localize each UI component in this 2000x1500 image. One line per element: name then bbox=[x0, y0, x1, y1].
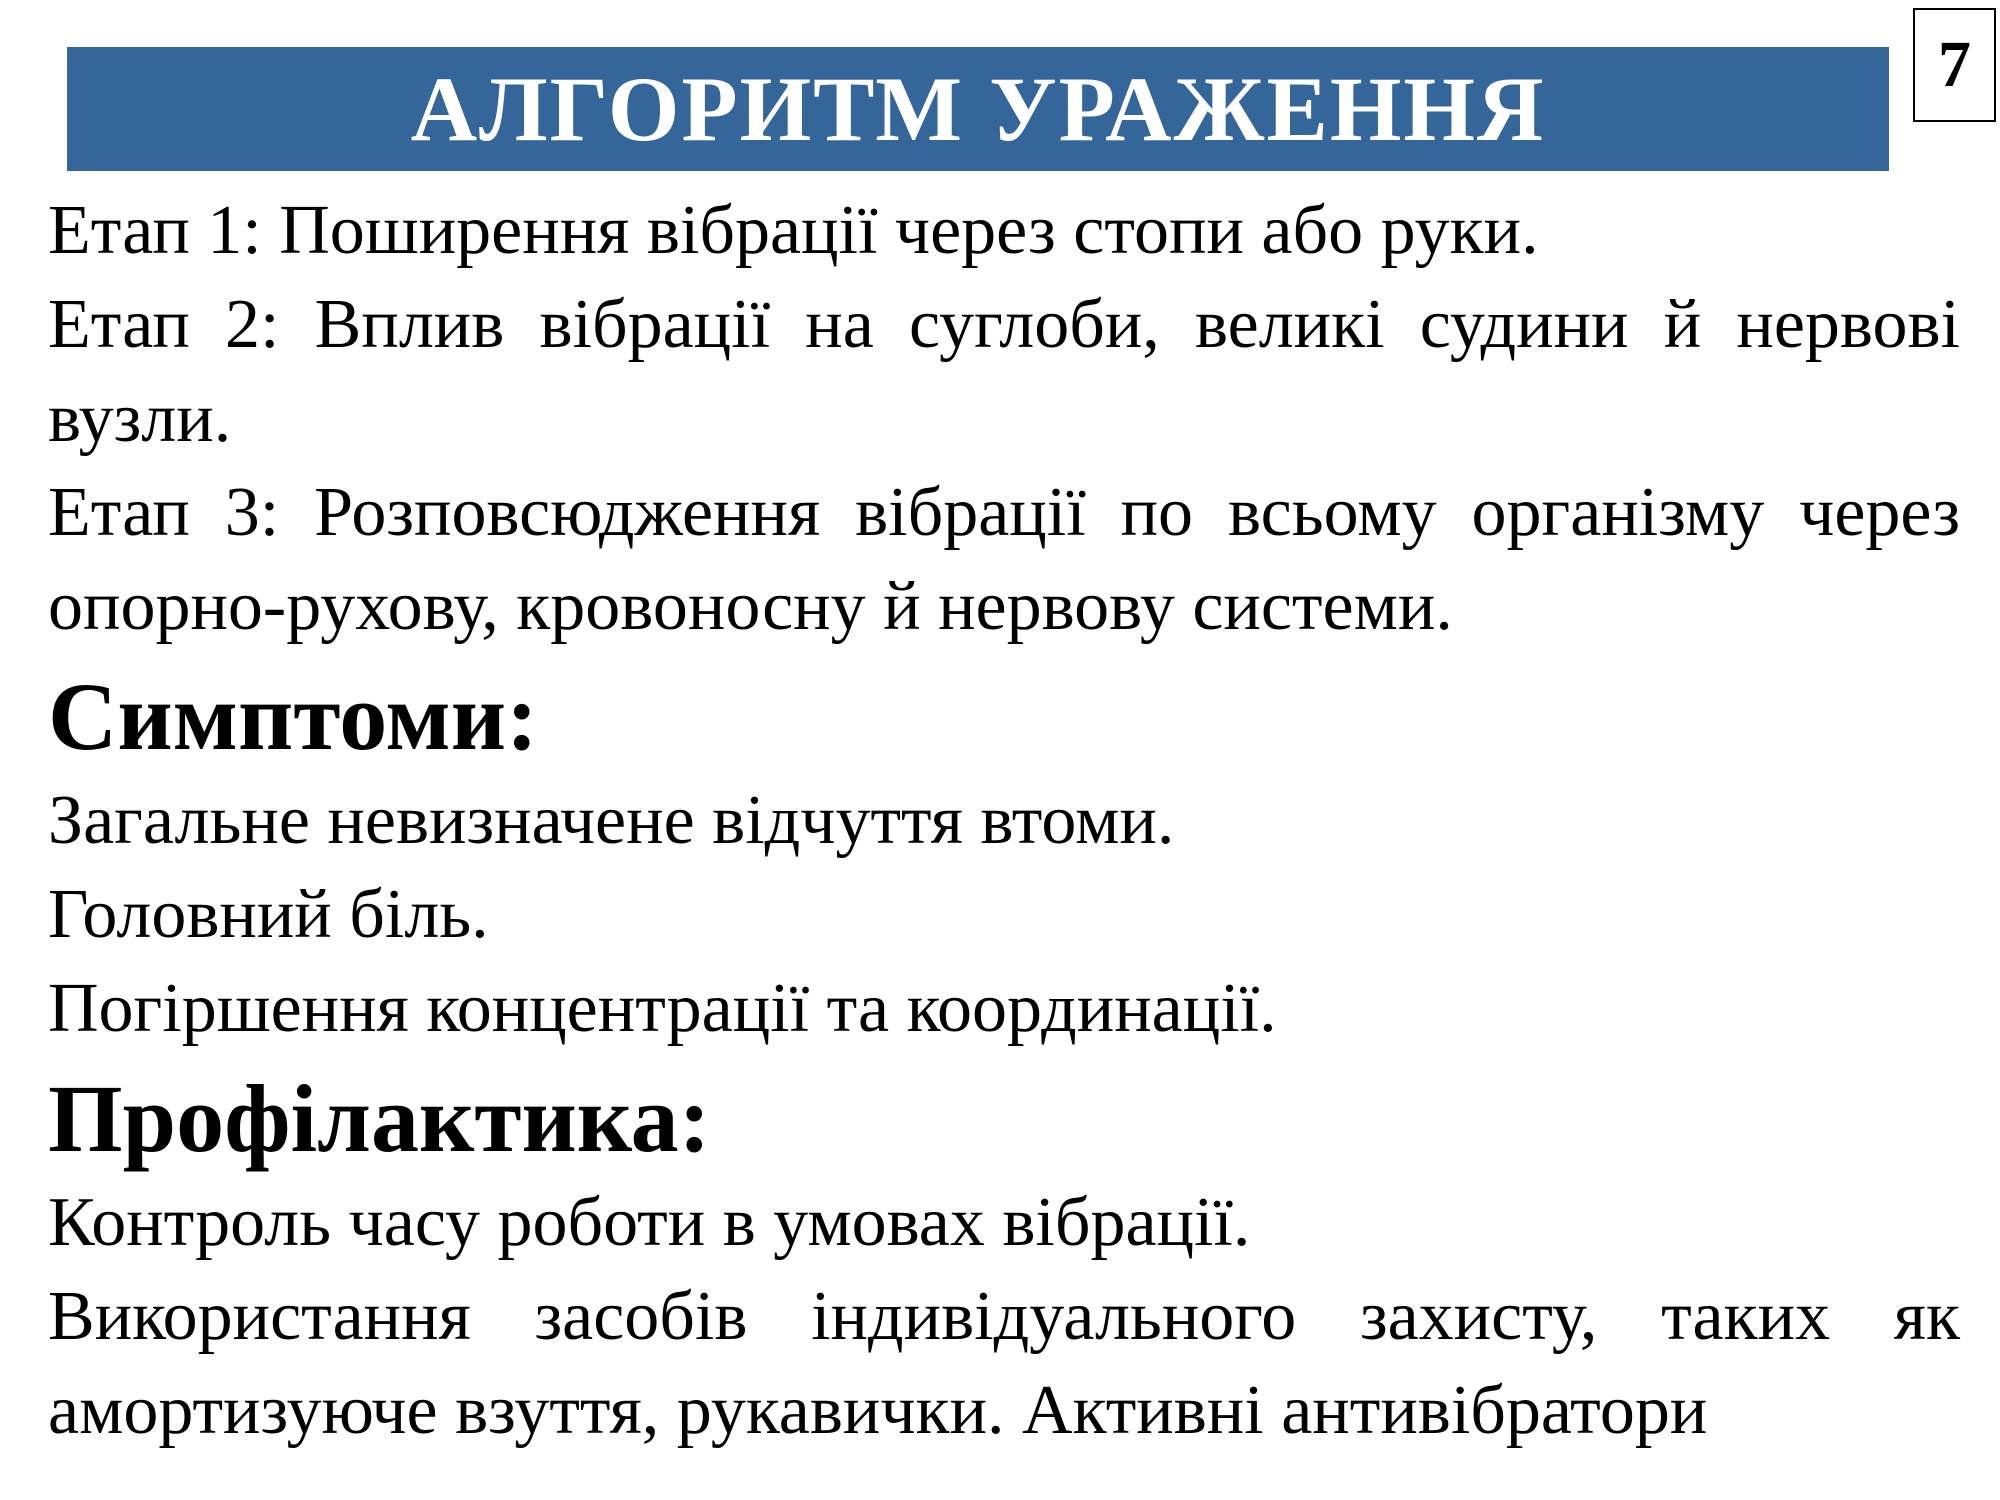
stage-1-text: Етап 1: Поширення вібрації через стопи або руки. bbox=[48, 192, 1539, 269]
prevention-item: Контроль часу роботи в умовах вібрації. bbox=[48, 1184, 1251, 1261]
prevention-item: Використання засобів індивідуального захисту, таких як амортизуюче взуття, рукавички. Активні антивібратори bbox=[48, 1278, 1960, 1449]
title-banner bbox=[67, 47, 1889, 171]
stage-2-text: Етап 2: Вплив вібрації на суглоби, великі судини й нервові вузли. bbox=[48, 286, 1960, 457]
symptom-item: Загальне невизначене відчуття втоми. bbox=[48, 782, 1175, 859]
symptoms-heading: Симптоми: bbox=[48, 663, 539, 770]
slide-title: АЛГОРИТМ УРАЖЕННЯ bbox=[410, 58, 1546, 160]
prevention-heading: Профілактика: bbox=[48, 1065, 711, 1172]
symptom-item: Погіршення концентрації та координації. bbox=[48, 970, 1277, 1047]
stage-3-text: Етап 3: Розповсюдження вібрації по всьому організму через опорно-рухову, кровоносну й нервову системи. bbox=[48, 474, 1960, 645]
page-number: 7 bbox=[1913, 8, 1996, 122]
symptom-item: Головний біль. bbox=[48, 876, 489, 953]
slide-content bbox=[48, 184, 1960, 1458]
